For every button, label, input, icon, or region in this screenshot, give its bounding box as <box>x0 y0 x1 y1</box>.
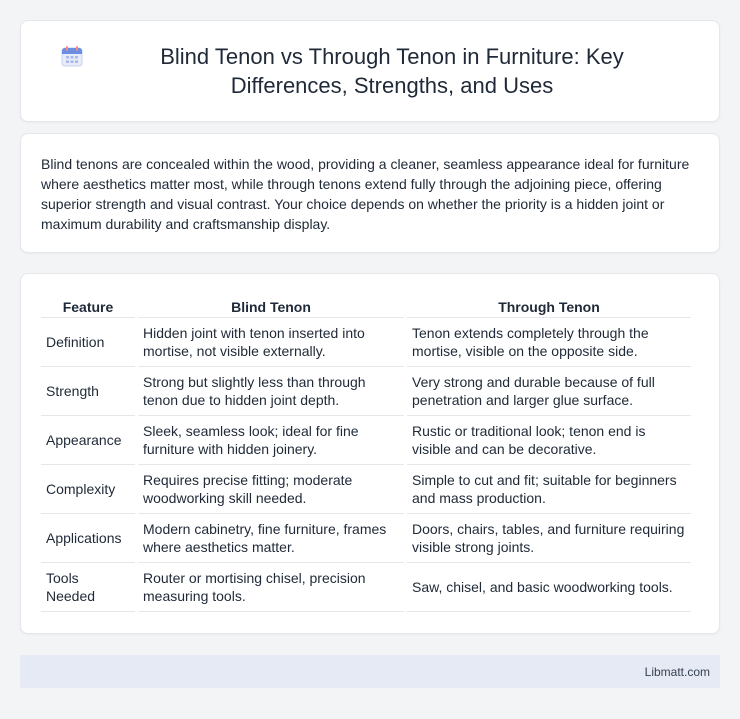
table-row <box>41 318 691 367</box>
title-wrap <box>60 42 680 100</box>
table-row <box>41 563 691 612</box>
row-feature: Definition <box>41 318 135 367</box>
row-blind-tenon: Sleek, seamless look; ideal for fine furniture with hidden joinery. <box>138 416 404 465</box>
row-through-tenon: Simple to cut and fit; suitable for beginners and mass production. <box>407 465 691 514</box>
header-feature: Feature <box>41 294 135 318</box>
comparison-table <box>38 294 694 612</box>
header-blind-tenon: Blind Tenon <box>138 294 404 318</box>
table-row <box>41 514 691 563</box>
page-title: Blind Tenon vs Through Tenon in Furniture: Key Differences, Strengths, and Uses <box>160 44 624 98</box>
row-blind-tenon: Requires precise fitting; moderate woodworking skill needed. <box>138 465 404 514</box>
row-feature: Tools Needed <box>41 563 135 612</box>
row-through-tenon: Very strong and durable because of full penetration and larger glue surface. <box>407 367 691 416</box>
table-card <box>20 273 720 634</box>
row-through-tenon: Saw, chisel, and basic woodworking tools. <box>407 563 691 612</box>
table-row <box>41 465 691 514</box>
header-through-tenon: Through Tenon <box>407 294 691 318</box>
table-header-row <box>41 294 691 318</box>
row-through-tenon: Doors, chairs, tables, and furniture requiring visible strong joints. <box>407 514 691 563</box>
footer-brand-link[interactable]: Libmatt.com <box>644 664 710 679</box>
row-feature: Appearance <box>41 416 135 465</box>
row-through-tenon: Rustic or traditional look; tenon end is visible and can be decorative. <box>407 416 691 465</box>
calendar-icon <box>60 44 84 68</box>
row-blind-tenon: Hidden joint with tenon inserted into mortise, not visible externally. <box>138 318 404 367</box>
row-feature: Complexity <box>41 465 135 514</box>
row-blind-tenon: Strong but slightly less than through tenon due to hidden joint depth. <box>138 367 404 416</box>
row-feature: Applications <box>41 514 135 563</box>
row-through-tenon: Tenon extends completely through the mortise, visible on the opposite side. <box>407 318 691 367</box>
title-card <box>20 20 720 122</box>
row-blind-tenon: Router or mortising chisel, precision measuring tools. <box>138 563 404 612</box>
row-blind-tenon: Modern cabinetry, fine furniture, frames where aesthetics matter. <box>138 514 404 563</box>
table-row <box>41 416 691 465</box>
intro-card <box>20 133 720 253</box>
footer <box>20 655 720 688</box>
intro-paragraph: Blind tenons are concealed within the wood, providing a cleaner, seamless appearance ideal for furniture where aesthetics matter most, while through tenons extend fully through the adjoining piece, offering superior strength and visual contrast. Your choice depends on whether the priority is a hidden joint or maximum durability and craftsmanship display. <box>41 156 690 232</box>
table-row <box>41 367 691 416</box>
row-feature: Strength <box>41 367 135 416</box>
